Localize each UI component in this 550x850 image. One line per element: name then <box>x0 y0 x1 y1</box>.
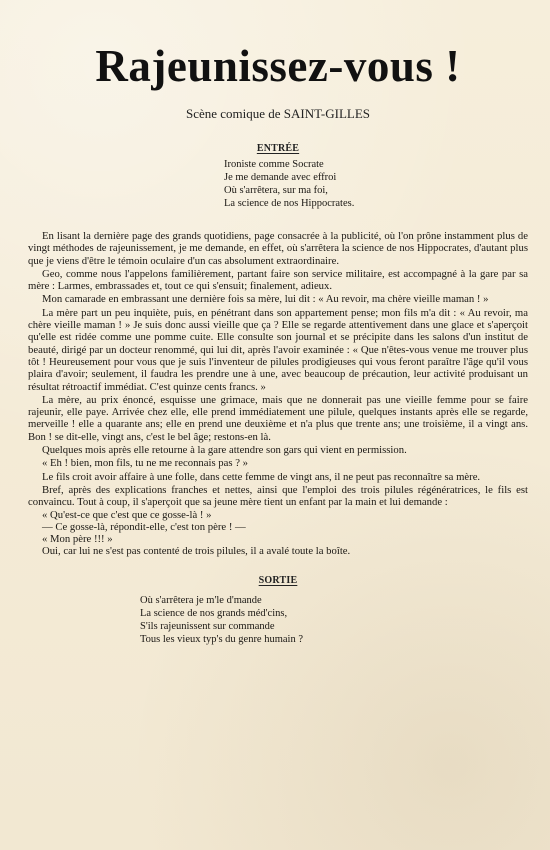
entry-verse <box>224 158 434 210</box>
entry-heading: ENTRÉE <box>256 143 300 154</box>
exit-heading: SORTIE <box>258 574 298 586</box>
verse-line: Ironiste comme Socrate <box>224 159 324 170</box>
paragraph: En lisant la dernière page des grands quotidiens, page consacrée à la publicité, où l'on prône instamment plus de vingt méthodes de rajeunissement, je me demande, en effet, où s'arrêtera la science de nos Hippocrates, d'autant plus que je viens d'être le témoin oculaire d'un cas absolument extraordinaire. <box>28 230 528 267</box>
closing-paragraph: Oui, car lui ne s'est pas contenté de trois pilules, il a avalé toute la boîte. <box>42 545 351 558</box>
verse-line: Je me demande avec effroi <box>224 172 337 183</box>
paragraph: Quelques mois après elle retourne à la gare attendre son gars qui vient en permission. <box>42 444 407 457</box>
verse-line: La science de nos grands méd'cins, <box>140 607 288 619</box>
exit-verse <box>140 594 400 646</box>
verse-line: S'ils rajeunissent sur commande <box>140 620 275 632</box>
section-gap <box>28 558 528 575</box>
paragraph: La mère, au prix énoncé, esquisse une grimace, mais que ne donnerait pas une vieille femme pour se faire rajeunir, elle paye. Arrivée chez elle, elle prend immédiatement une pilule, quelques instants après elle se regarde, merveille ! elle a quarante ans; elle en prend une deuxième et n'a plus que trente ans; une troisième, il a vingt ans. Bon ! se dit-elle, vingt ans, c'est le bel âge; restons-en là. <box>28 393 528 443</box>
dialogue-line: « Qu'est-ce que c'est que ce gosse-là ! » <box>42 508 212 521</box>
paragraph: Geo, comme nous l'appelons familièrement, partant faire son service militaire, est accompagné à la gare par sa mère : Larmes, embrassades et, tout ce qui s'ensuit; finalement, adieux. <box>28 267 528 293</box>
verse-line: Où s'arrêtera, sur ma foi, <box>224 185 328 196</box>
dialogue-line: — Ce gosse-là, répondit-elle, c'est ton père ! — <box>42 520 246 533</box>
verse-line: La science de nos Hippocrates. <box>224 198 355 209</box>
paragraph: Bref, après des explications franches et nettes, ainsi que l'emploi des trois pilules régénératrices, le fils est convaincu. Tout à coup, il s'aperçoit que sa jeune mère tient un enfant par la main et lui demande : <box>28 483 528 509</box>
page-title: Rajeunissez-vous ! <box>95 41 461 91</box>
paragraph: « Eh ! bien, mon fils, tu ne me reconnais pas ? » <box>42 457 248 470</box>
paragraph: Le fils croit avoir affaire à une folle, dans cette femme de vingt ans, il ne peut pas reconnaître sa mère. <box>42 470 481 483</box>
story-body <box>28 230 528 558</box>
paragraph: La mère part un peu inquiète, puis, en pénétrant dans son appartement pense; mon fils m'a dit : « Au revoir, ma chère vieille maman ! » Je suis donc aussi vieille que ça ? Elle se regarde attentivement dans une glace et s'aperçoit qu'elle est ridée comme une pomme cuite. Elle consulte son journal et se précipite dans les salons d'un institut de beauté, dirigé par un docteur renommé, qui lui dit, après l'avoir examinée : « Que n'êtes-vous venue me trouver plus tôt ! Heureusement pour vous que je suis l'inventeur de pilules prodigieuses qui vous feront paraître l'âge qu'il vous plaira d'avoir; seulement, il faudra les prendre une à une, avec beaucoup de précaution, leur activité produisant un résultat rétroactif immédiat. C'est quinze cents francs. » <box>28 306 528 393</box>
paragraph: Mon camarade en embrassant une dernière fois sa mère, lui dit : « Au revoir, ma chère vieille maman ! » <box>42 293 489 306</box>
verse-line: Tous les vieux typ's du genre humain ? <box>140 633 304 645</box>
subtitle: Scène comique de SAINT-GILLES <box>185 106 370 121</box>
dialogue-line: « Mon père !!! » <box>42 533 113 546</box>
verse-line: Où s'arrêtera je m'le d'mande <box>140 594 262 606</box>
